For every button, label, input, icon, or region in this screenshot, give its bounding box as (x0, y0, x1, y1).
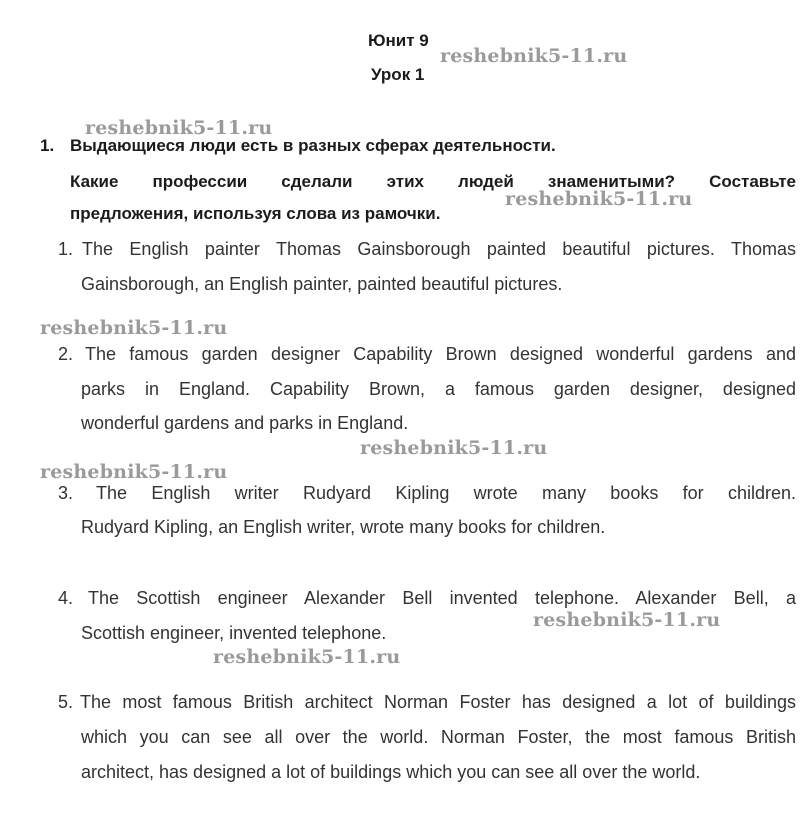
answer-number: 5. (58, 692, 74, 712)
watermark: reshebnik5-11.ru (533, 609, 721, 631)
answer-number: 3. (58, 483, 74, 503)
task-title: Выдающиеся люди есть в разных сферах деятельности. (70, 136, 556, 155)
answer-number: 4. (58, 588, 74, 608)
watermark: reshebnik5-11.ru (360, 437, 548, 459)
task-instruction: Какие профессии сделали этих людей знаменитыми? Составьте (70, 172, 796, 191)
watermark: reshebnik5-11.ru (440, 45, 628, 67)
answer-line: parks in England. Capability Brown, a famous garden designer, designed (81, 379, 796, 399)
watermark: reshebnik5-11.ru (505, 188, 693, 210)
answer-number: 2. (58, 344, 74, 364)
watermark: reshebnik5-11.ru (213, 646, 401, 668)
lesson-heading: Урок 1 (371, 65, 425, 84)
answer-number: 1. (58, 239, 74, 259)
task-number: 1. (40, 136, 55, 155)
answer-line: architect, has designed a lot of buildings which you can see all over the world. (81, 762, 701, 782)
watermark: reshebnik5-11.ru (40, 461, 228, 483)
answer-line: which you can see all over the world. Norman Foster, the most famous British (81, 727, 796, 747)
task-instruction: предложения, используя слова из рамочки. (70, 204, 441, 223)
answer-line: Gainsborough, an English painter, painted beautiful pictures. (81, 274, 563, 294)
watermark: reshebnik5-11.ru (40, 317, 228, 339)
answer-line: Rudyard Kipling, an English writer, wrote many books for children. (81, 517, 606, 537)
watermark: reshebnik5-11.ru (85, 117, 273, 139)
answer-line: The English painter Thomas Gainsborough painted beautiful pictures. Thomas (82, 239, 796, 259)
answer-line: The Scottish engineer Alexander Bell invented telephone. Alexander Bell, a (88, 588, 796, 608)
answer-line: The English writer Rudyard Kipling wrote many books for children. (96, 483, 796, 503)
answer-line: Scottish engineer, invented telephone. (81, 623, 387, 643)
answer-line: The most famous British architect Norman Foster has designed a lot of buildings (80, 692, 796, 712)
answer-line: wonderful gardens and parks in England. (81, 413, 409, 433)
answer-line: The famous garden designer Capability Brown designed wonderful gardens and (85, 344, 796, 364)
unit-heading: Юнит 9 (368, 31, 429, 50)
